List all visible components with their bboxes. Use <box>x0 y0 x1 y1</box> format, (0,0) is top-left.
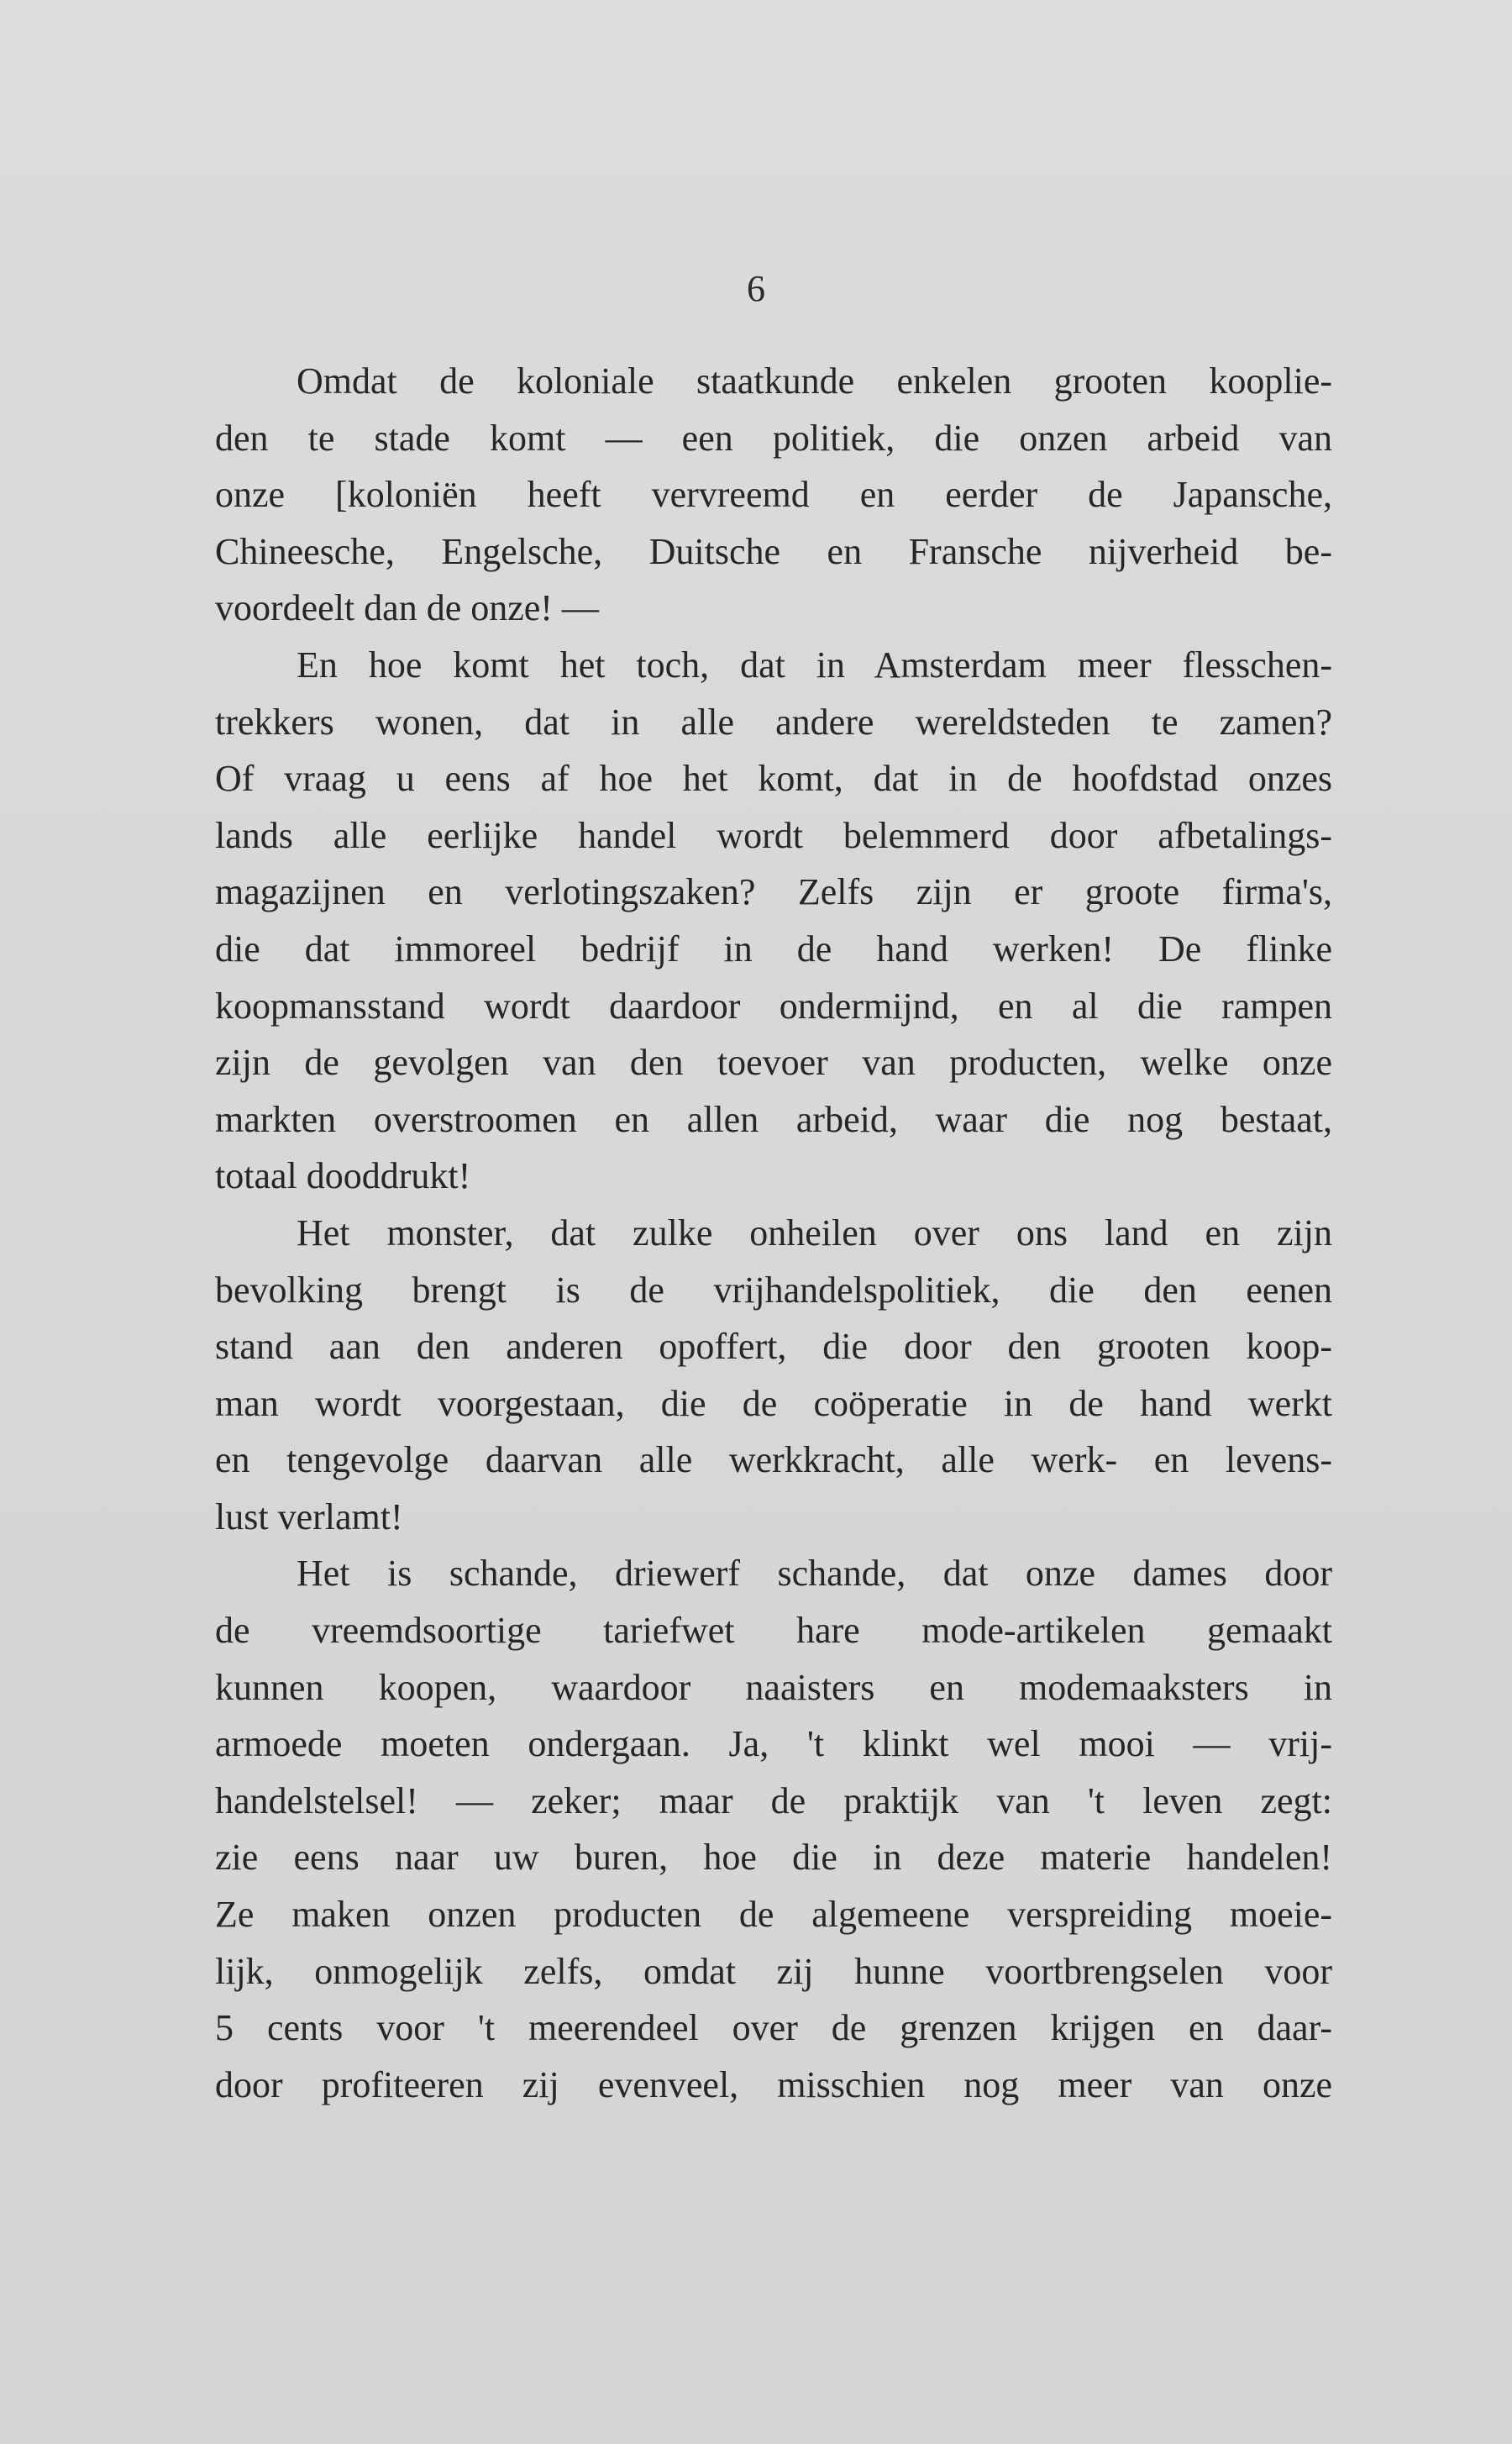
text-line: Ze maken onzen producten de algemeene verspreiding moeie- <box>215 1894 1332 1936</box>
text-line: lust verlamt! <box>215 1495 403 1537</box>
text-line: lands alle eerlijke handel wordt belemmerd door afbetalings- <box>215 814 1332 856</box>
text-line: Chineesche, Engelsche, Duitsche en Fransche nijverheid be- <box>215 530 1332 572</box>
text-line: kunnen koopen, waardoor naaisters en modemaaksters in <box>215 1666 1332 1708</box>
text-line: door profiteeren zij evenveel, misschien nog meer van onze <box>215 2063 1332 2105</box>
text-line: die dat immoreel bedrijf in de hand werken! De flinke <box>215 928 1332 970</box>
text-line: lijk, onmogelijk zelfs, omdat zij hunne voortbrengselen voor <box>215 1950 1332 1992</box>
paragraph <box>215 1545 1332 2113</box>
text-line: magazijnen en verlotingszaken? Zelfs zijn er groote firma's, <box>215 871 1332 913</box>
paragraph <box>215 637 1332 1205</box>
text-line: zie eens naar uw buren, hoe die in deze materie handelen! <box>215 1837 1332 1879</box>
paragraph <box>215 353 1332 637</box>
text-line: totaal dooddrukt! <box>215 1155 471 1197</box>
text-line: koopmansstand wordt daardoor ondermijnd, en al die rampen <box>215 985 1332 1027</box>
text-line: de vreemdsoortige tariefwet hare mode-artikelen gemaakt <box>215 1610 1332 1652</box>
text-line: zijn de gevolgen van den toevoer van producten, welke onze <box>215 1042 1332 1084</box>
text-line: en tengevolge daarvan alle werkkracht, alle werk- en levens- <box>215 1439 1332 1481</box>
text-line: Of vraag u eens af hoe het komt, dat in de hoofdstad onzes <box>215 758 1332 800</box>
page-number: 6 <box>747 268 765 309</box>
text-line: stand aan den anderen opoffert, die door den grooten koop- <box>215 1326 1332 1368</box>
text-line: 5 cents voor 't meerendeel over de grenzen krijgen en daar- <box>215 2007 1332 2049</box>
text-line: armoede moeten ondergaan. Ja, 't klinkt wel mooi — vrij- <box>215 1723 1332 1765</box>
text-line: den te stade komt — een politiek, die onzen arbeid van <box>215 417 1332 459</box>
text-line: man wordt voorgestaan, die de coöperatie in de hand werkt <box>215 1382 1332 1424</box>
text-line: Het is schande, driewerf schande, dat onze dames door <box>297 1553 1332 1595</box>
text-line: handelstelsel! — zeker; maar de praktijk van 't leven zegt: <box>215 1779 1332 1821</box>
body-text <box>215 353 1332 2113</box>
text-line: En hoe komt het toch, dat in Amsterdam meer flesschen- <box>297 644 1332 686</box>
text-line: bevolking brengt is de vrijhandelspolitiek, die den eenen <box>215 1269 1332 1311</box>
text-line: voordeelt dan de onze! — <box>215 587 599 629</box>
text-line: Het monster, dat zulke onheilen over ons land en zijn <box>297 1211 1332 1254</box>
text-line: Omdat de koloniale staatkunde enkelen grooten kooplie- <box>297 360 1332 402</box>
text-line: trekkers wonen, dat in alle andere wereldsteden te zamen? <box>215 701 1332 743</box>
text-line: onze [koloniën heeft vervreemd en eerder de Japansche, <box>215 474 1332 516</box>
text-line: markten overstroomen en allen arbeid, waar die nog bestaat, <box>215 1098 1332 1140</box>
paragraph <box>215 1205 1332 1546</box>
